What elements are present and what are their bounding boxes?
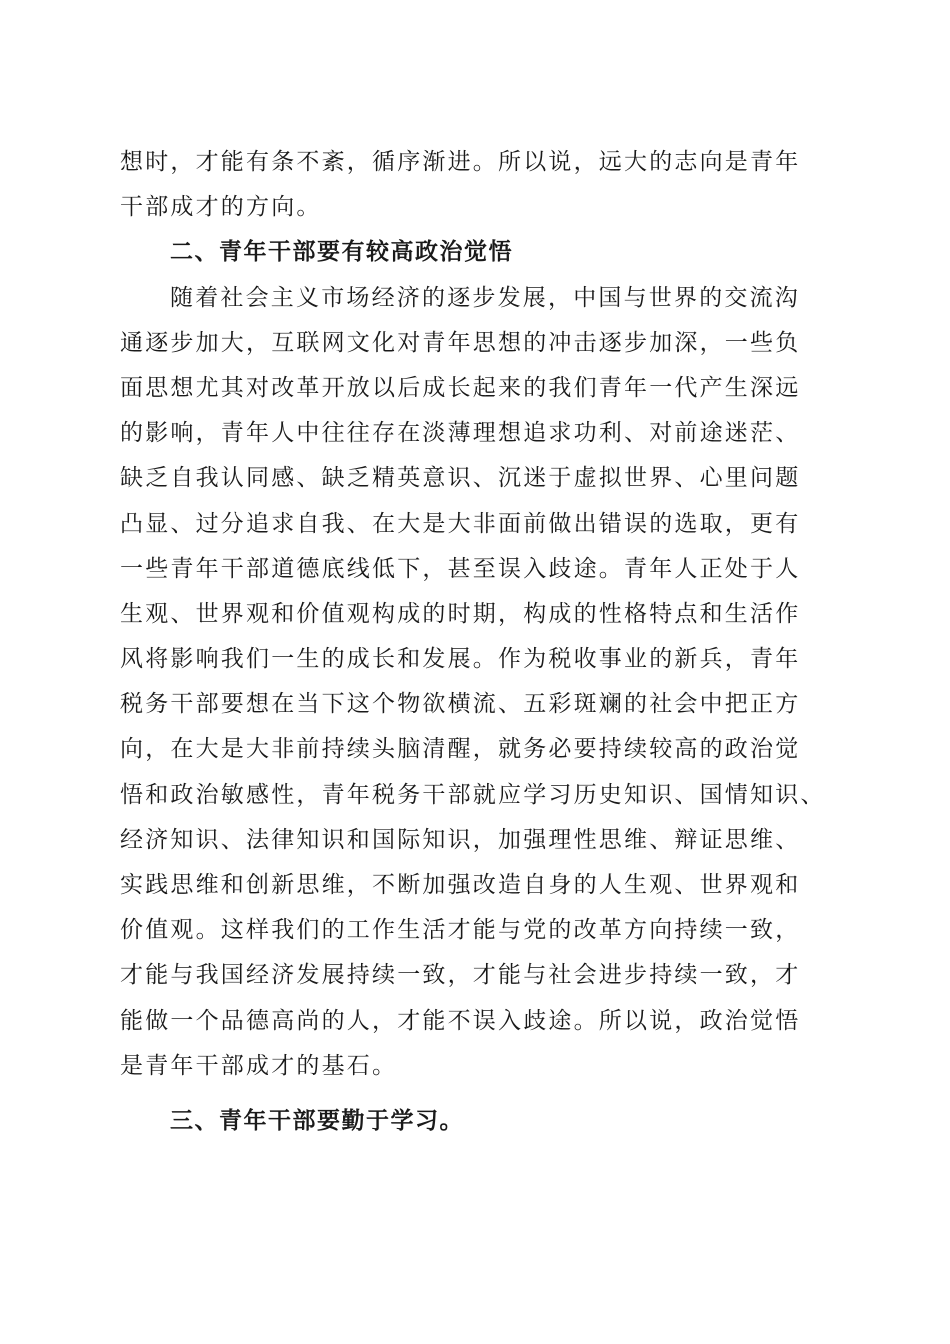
text-line: 才能与我国经济发展持续一致，才能与社会进步持续一致，才 bbox=[120, 962, 801, 989]
section-heading-2: 二、青年干部要有较高政治觉悟 bbox=[170, 239, 513, 266]
text-line: 想时，才能有条不紊，循序渐进。所以说，远大的志向是青年 bbox=[120, 149, 801, 175]
text-line: 向，在大是大非前持续头脑清醒，就务必要持续较高的政治觉 bbox=[120, 736, 801, 763]
text-line: 缺乏自我认同感、缺乏精英意识、沉迷于虚拟世界、心里问题 bbox=[120, 465, 801, 492]
text-line: 实践思维和创新思维，不断加强改造自身的人生观、世界观和 bbox=[120, 872, 801, 898]
text-line: 凸显、过分追求自我、在大是大非面前做出错误的选取，更有 bbox=[120, 510, 801, 537]
document-body bbox=[120, 140, 850, 1144]
text-line: 经济知识、法律知识和国际知识，加强理性思维、辩证思维、 bbox=[120, 826, 801, 853]
text-line: 能做一个品德高尚的人，才能不误入歧途。所以说，政治觉悟 bbox=[120, 1007, 801, 1034]
text-line: 一些青年干部道德底线低下，甚至误入歧途。青年人正处于人 bbox=[120, 555, 801, 582]
text-line: 的影响，青年人中往往存在淡薄理想追求功利、对前途迷茫、 bbox=[120, 420, 801, 447]
text-line: 通逐步加大，互联网文化对青年思想的冲击逐步加深，一些负 bbox=[120, 329, 801, 356]
text-line: 悟和政治敏感性，青年税务干部就应学习历史知识、国情知识、 bbox=[120, 781, 826, 808]
text-line: 价值观。这样我们的工作生活才能与党的改革方向持续一致， bbox=[120, 917, 801, 944]
section-heading-3: 三、青年干部要勤于学习。 bbox=[170, 1107, 464, 1134]
text-line: 干部成才的方向。 bbox=[120, 194, 322, 221]
text-line: 面思想尤其对改革开放以后成长起来的我们青年一代产生深远 bbox=[120, 374, 801, 401]
text-line: 随着社会主义市场经济的逐步发展，中国与世界的交流沟 bbox=[170, 284, 800, 311]
text-line: 税务干部要想在当下这个物欲横流、五彩斑斓的社会中把正方 bbox=[120, 691, 801, 718]
text-line: 风将影响我们一生的成长和发展。作为税收事业的新兵，青年 bbox=[120, 646, 801, 673]
text-line: 是青年干部成才的基石。 bbox=[120, 1052, 398, 1079]
text-line: 生观、世界观和价值观构成的时期，构成的性格特点和生活作 bbox=[120, 600, 801, 627]
